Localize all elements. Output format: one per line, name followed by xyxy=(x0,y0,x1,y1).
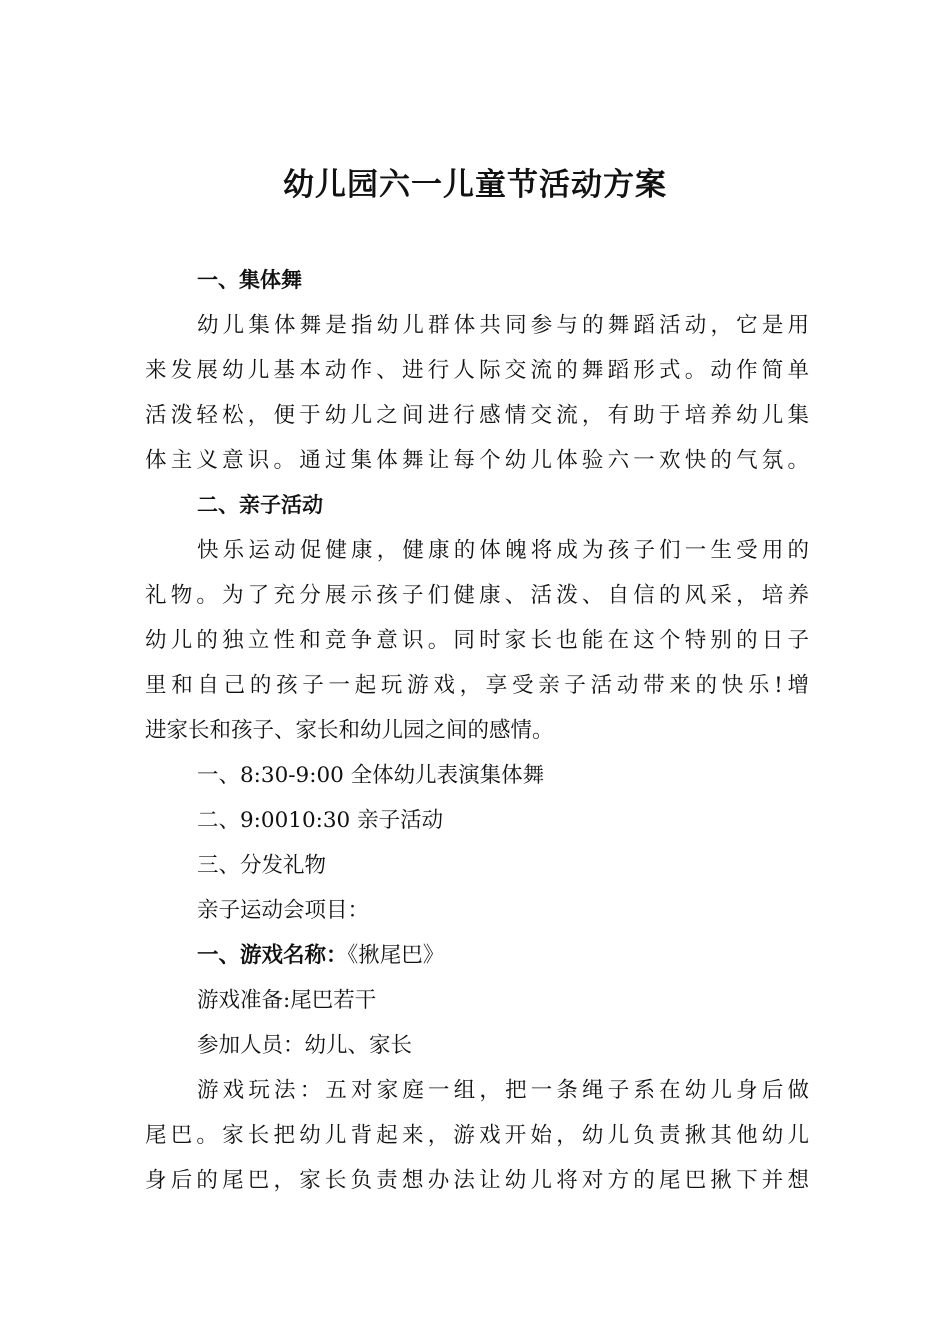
document-body xyxy=(145,258,809,1203)
game-preparation: 游戏准备:尾巴若干 xyxy=(197,988,377,1013)
paragraph-line: 体主义意识。通过集体舞让每个幼儿体验六一欢快的气氛。 xyxy=(145,448,809,473)
section-heading-parent-child: 二、亲子活动 xyxy=(197,493,323,517)
paragraph-line: 礼物。为了充分展示孩子们健康、活泼、自信的风采，培养 xyxy=(145,583,809,608)
document-title: 幼儿园六一儿童节活动方案 xyxy=(283,167,667,203)
paragraph-line: 来发展幼儿基本动作、进行人际交流的舞蹈形式。动作简单 xyxy=(145,358,809,383)
schedule-item: 三、分发礼物 xyxy=(197,853,327,878)
schedule-item: 一、8:30-9:00 全体幼儿表演集体舞 xyxy=(197,763,545,788)
paragraph-line: 快乐运动促健康，健康的体魄将成为孩子们一生受用的 xyxy=(197,538,809,563)
paragraph-line: 进家长和孩子、家长和幼儿园之间的感情。 xyxy=(145,718,554,743)
game-participants: 参加人员：幼儿、家长 xyxy=(197,1033,413,1058)
paragraph-line: 幼儿集体舞是指幼儿群体共同参与的舞蹈活动，它是用 xyxy=(197,313,809,338)
section-heading-dance: 一、集体舞 xyxy=(197,268,302,292)
paragraph-line: 尾巴。家长把幼儿背起来，游戏开始，幼儿负责揪其他幼儿 xyxy=(145,1123,809,1148)
paragraph-line: 幼儿的独立性和竞争意识。同时家长也能在这个特别的日子 xyxy=(145,628,809,653)
paragraph-line: 活泼轻松，便于幼儿之间进行感情交流，有助于培养幼儿集 xyxy=(145,403,809,428)
paragraph-line: 里和自己的孩子一起玩游戏，享受亲子活动带来的快乐!增 xyxy=(145,673,809,698)
schedule-item: 二、9:0010:30 亲子活动 xyxy=(197,808,444,833)
game-heading xyxy=(145,933,809,978)
game-heading-name: 《揪尾巴》 xyxy=(347,943,445,968)
paragraph-line: 身后的尾巴，家长负责想办法让幼儿将对方的尾巴揪下并想 xyxy=(145,1168,809,1193)
game-heading-label: 一、游戏名称： xyxy=(197,943,348,968)
paragraph-line: 游戏玩法：五对家庭一组，把一条绳子系在幼儿身后做 xyxy=(197,1078,809,1103)
project-intro: 亲子运动会项目： xyxy=(197,898,370,923)
